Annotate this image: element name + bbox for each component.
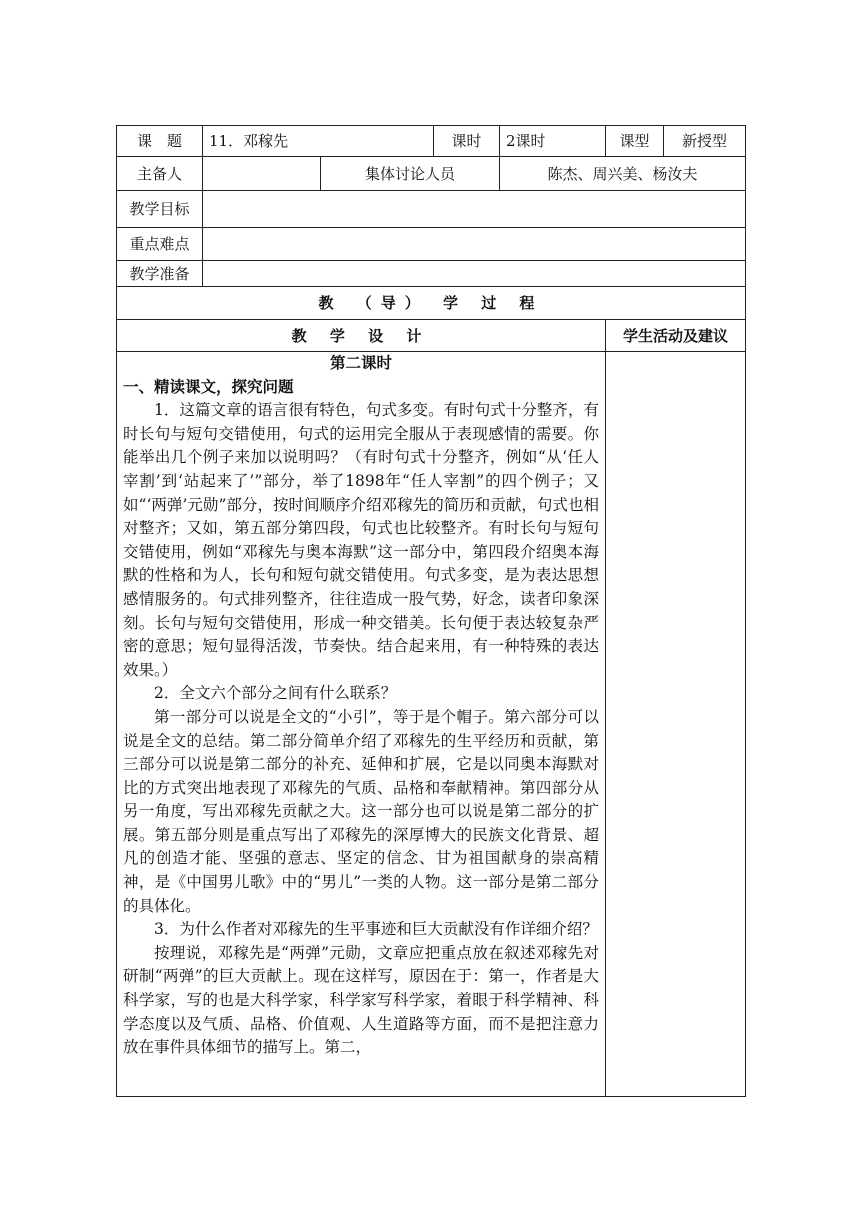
question-3: 3．为什么作者对邓稼先的生平事迹和巨大贡献没有作详细介绍？ [154, 920, 598, 939]
student-activity-cell [606, 352, 746, 1097]
topic-row [117, 126, 746, 157]
prep-label: 教学准备 [117, 261, 203, 287]
type-value: 新授型 [664, 126, 746, 157]
teaching-design-cell [117, 352, 606, 1097]
design-title-text: 教 学 设 计 [291, 326, 431, 345]
lesson-plan-table [116, 125, 746, 1097]
prep-row [117, 261, 746, 287]
hours-value: 2课时 [500, 126, 606, 157]
prep-value [203, 261, 746, 287]
goal-row [117, 191, 746, 228]
teaching-design-content [123, 352, 599, 1096]
process-title-text: 教 （导） 学 过 程 [318, 294, 544, 312]
section-heading: 一、精读课文，探究问题 [123, 377, 294, 396]
goal-value [203, 191, 746, 228]
student-title: 学生活动及建议 [606, 320, 746, 352]
difficulty-value [203, 228, 746, 261]
discussion-label: 集体讨论人员 [321, 157, 500, 191]
discussion-value: 陈杰、周兴美、杨汝夫 [500, 157, 746, 191]
hours-label: 课时 [434, 126, 500, 157]
content-row [117, 352, 746, 1097]
difficulty-label: 重点难点 [117, 228, 203, 261]
lesson-subtitle: 第二课时 [329, 354, 392, 372]
topic-value: 11．邓稼先 [203, 126, 434, 157]
preparer-row [117, 157, 746, 191]
design-title [117, 320, 606, 352]
topic-label: 课 题 [117, 126, 203, 157]
question-1: 1．这篇文章的语言很有特色，句式多变。有时句式十分整齐，有时长句与短句交错使用，句式的运用完全服从于表现感情的需要。你能举出几个例子来加以说明吗？（有时句式十分整齐，例如“从‘任人宰割’到‘站起来了’”部分，举了1898年“任人宰割”的四个例子；又如“‘两弹’元勋”部分，按时间顺序介绍邓稼先的简历和贡献，句式也相对整齐；又如，第五部分第四段，句式也比较整齐。有时长句与短句交错使用，例如“邓稼先与奥本海默”这一部分中，第四段介绍奥本海默的性格和为人，长句和短句就交错使用。句式多变，是为表达思想感情服务的。句式排列整齐，往往造成一股气势，好念，读者印象深刻。长句与短句交错使用，形成一种交错美。长句便于表达较复杂严密的意思；短句显得活泼，节奏快。结合起来用，有一种特殊的表达效果。） [123, 401, 599, 679]
question-2: 2．全文六个部分之间有什么联系？ [154, 684, 397, 703]
preparer-value [203, 157, 321, 191]
preparer-label: 主备人 [117, 157, 203, 191]
column-header-row [117, 320, 746, 352]
type-label: 课型 [606, 126, 664, 157]
answer-3: 按理说，邓稼先是“两弹”元勋，文章应把重点放在叙述邓稼先对研制“两弹”的巨大贡献上。现在这样写，原因在于：第一，作者是大科学家，写的也是大科学家，科学家写科学家，着眼于科学精神、科学态度以及气质、品格、价值观、人生道路等方面，而不是把注意力放在事件具体细节的描写上。第二， [123, 943, 599, 1057]
process-title [117, 287, 746, 320]
difficulty-row [117, 228, 746, 261]
goal-label: 教学目标 [117, 191, 203, 228]
process-title-row [117, 287, 746, 320]
answer-2: 第一部分可以说是全文的“小引”，等于是个帽子。第六部分可以说是全文的总结。第二部分简单介绍了邓稼先的生平经历和贡献，第三部分可以说是第二部分的补充、延伸和扩展，它是以同奥本海默对比的方式突出地表现了邓稼先的气质、品格和奉献精神。第四部分从另一角度，写出邓稼先贡献之大。这一部分也可以说是第二部分的扩展。第五部分则是重点写出了邓稼先的深厚博大的民族文化背景、超凡的创造才能、坚强的意志、坚定的信念、甘为祖国献身的崇高精神，是《中国男儿歌》中的“男儿”一类的人物。这一部分是第二部分的具体化。 [123, 707, 599, 915]
